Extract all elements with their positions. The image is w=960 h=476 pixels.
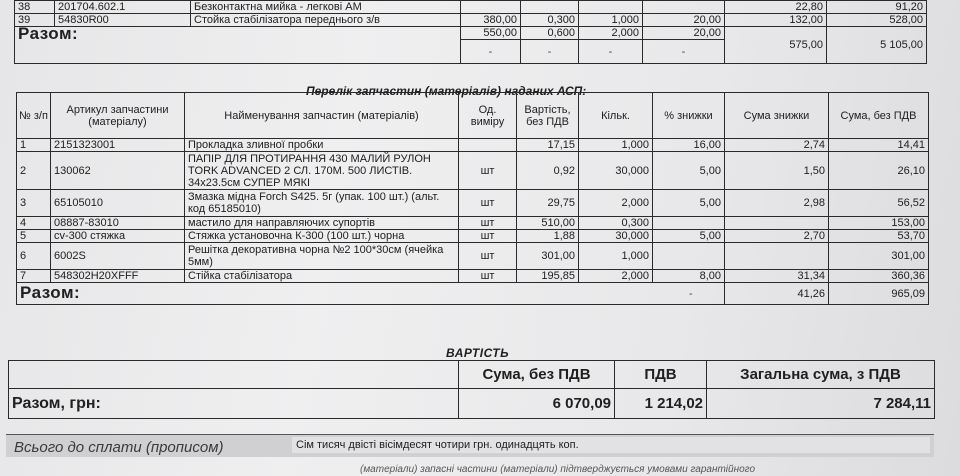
item-norm: 1,000	[579, 14, 643, 27]
item-name: Безконтактна мийка - легкові АМ	[191, 1, 461, 14]
part-name: Стяжка установочна К-300 (100 шт.) чорна	[185, 230, 459, 243]
part-pct: 5,00	[653, 190, 725, 217]
item-price: 380,00	[461, 14, 521, 27]
table-row	[15, 1, 927, 14]
table-row	[17, 217, 929, 230]
header-name: Найменування запчастин (матеріалів)	[185, 93, 459, 139]
part-unit: шт	[459, 152, 517, 190]
cost-header-vat: ПДВ	[615, 361, 707, 389]
part-sum: 301,00	[829, 243, 929, 270]
row-number: 1	[17, 139, 51, 152]
part-pct: 5,00	[653, 230, 725, 243]
part-sum: 14,41	[829, 139, 929, 152]
part-unit: шт	[459, 243, 517, 270]
part-unit: шт	[459, 190, 517, 217]
part-unit	[459, 139, 517, 152]
row-number: 2	[17, 152, 51, 190]
cost-total-value: 7 284,11	[707, 389, 935, 419]
amount-in-words-value: Сім тисяч двісті вісімдесят чотири грн. одинадцять коп.	[292, 437, 930, 453]
cost-header-row	[9, 361, 935, 389]
dash-mark: -	[689, 288, 693, 300]
cost-net-value: 6 070,09	[459, 389, 615, 419]
row-number: 5	[17, 230, 51, 243]
amount-in-words-label: Всього до сплати (прописом)	[14, 439, 224, 456]
cost-section-title: ВАРТІСТЬ	[446, 346, 510, 360]
item-qty: 0,300	[521, 14, 579, 27]
part-qty: 30,000	[579, 152, 653, 190]
part-sum: 56,52	[829, 190, 929, 217]
part-sum: 53,70	[829, 230, 929, 243]
part-price: 1,88	[517, 230, 579, 243]
header-qty: Кільк.	[579, 93, 653, 139]
part-sum: 26,10	[829, 152, 929, 190]
part-unit: шт	[459, 270, 517, 283]
row-number: 3	[17, 190, 51, 217]
cost-header-total: Загальна сума, з ПДВ	[707, 361, 935, 389]
parts-sum-discount: 41,26	[725, 283, 829, 305]
item-hour: 20,00	[643, 27, 725, 40]
part-code: 548302H20XFFF	[51, 270, 185, 283]
part-unit: шт	[459, 230, 517, 243]
parts-sum-row	[17, 283, 929, 305]
row-number: 38	[15, 1, 55, 14]
part-price: 0,92	[517, 152, 579, 190]
part-price: 29,75	[517, 190, 579, 217]
part-code: 08887-83010	[51, 217, 185, 230]
dash-mark: -	[521, 40, 579, 64]
parts-header-row	[17, 93, 929, 139]
item-name: Стойка стабілізатора переднього з/в	[191, 14, 461, 27]
part-pct: 5,00	[653, 152, 725, 190]
part-discount: 31,34	[725, 270, 829, 283]
part-discount	[725, 243, 829, 270]
parts-sum-label-cell	[17, 283, 725, 305]
part-name: Прокладка зливної пробки	[185, 139, 459, 152]
cost-value-row	[9, 389, 935, 419]
parts-sum-total: 965,09	[829, 283, 929, 305]
cost-row-label: Разом, грн:	[9, 389, 459, 419]
part-code: 65105010	[51, 190, 185, 217]
table-row	[17, 139, 929, 152]
part-code: 6002S	[51, 243, 185, 270]
header-code: Артикул запчастини (матеріалу)	[51, 93, 185, 139]
table-row	[17, 190, 929, 217]
part-name: Стійка стабілізатора	[185, 270, 459, 283]
item-price	[461, 1, 521, 14]
part-pct	[653, 243, 725, 270]
part-discount: 2,70	[725, 230, 829, 243]
header-pct: % знижки	[653, 93, 725, 139]
part-qty: 1,000	[579, 243, 653, 270]
part-qty: 0,300	[579, 217, 653, 230]
dash-mark: -	[461, 40, 521, 64]
cost-vat-value: 1 214,02	[615, 389, 707, 419]
part-qty: 30,000	[579, 230, 653, 243]
footer-text: (матеріали) запасні частини (матеріали) підтверджується умовами гарантійного	[360, 464, 756, 475]
table-row	[17, 243, 929, 270]
item-qty: 0,600	[521, 27, 579, 40]
cost-header-net: Сума, без ПДВ	[459, 361, 615, 389]
part-discount	[725, 217, 829, 230]
item-code: 201704.602.1	[55, 1, 191, 14]
header-discount: Сума знижки	[725, 93, 829, 139]
services-sum-total: 5 105,00	[827, 27, 927, 64]
part-pct: 16,00	[653, 139, 725, 152]
part-qty: 2,000	[579, 270, 653, 283]
part-qty: 2,000	[579, 190, 653, 217]
item-hour: 20,00	[643, 14, 725, 27]
part-discount: 1,50	[725, 152, 829, 190]
item-qty	[521, 1, 579, 14]
item-code: 54830R00	[55, 14, 191, 27]
part-price: 17,15	[517, 139, 579, 152]
amount-in-words-box	[6, 434, 934, 457]
table-row	[15, 27, 927, 40]
item-norm: 2,000	[579, 27, 643, 40]
part-code: 130062	[51, 152, 185, 190]
header-unit: Од. виміру	[459, 93, 517, 139]
item-discount: 132,00	[725, 14, 827, 27]
part-name: мастило для направляючих супортів	[185, 217, 459, 230]
item-hour	[643, 1, 725, 14]
table-row	[17, 230, 929, 243]
dash-mark: -	[643, 40, 725, 64]
part-name: Решітка декоративна чорна №2 100*30см (ячейка 5мм)	[185, 243, 459, 270]
row-number: 7	[17, 270, 51, 283]
services-table	[14, 0, 927, 64]
part-name: ПАПІР ДЛЯ ПРОТИРАННЯ 430 МАЛИЙ РУЛОН TORK ADVANCED 2 СЛ. 170М. 500 ЛИСТІВ. 34х23.5см СУПЕР МЯКІ	[185, 152, 459, 190]
parts-table	[16, 92, 929, 305]
dash-mark: -	[579, 40, 643, 64]
table-row	[17, 270, 929, 283]
row-number: 6	[17, 243, 51, 270]
header-sum: Сума, без ПДВ	[829, 93, 929, 139]
row-number: 39	[15, 14, 55, 27]
part-code: cv-300 стяжка	[51, 230, 185, 243]
item-price: 550,00	[461, 27, 521, 40]
part-discount: 2,98	[725, 190, 829, 217]
table-row	[15, 14, 927, 27]
part-discount: 2,74	[725, 139, 829, 152]
parts-section-title: Перелік запчастин (матеріалів) наданих АСП:	[306, 84, 587, 98]
part-code: 2151323001	[51, 139, 185, 152]
part-sum: 360,36	[829, 270, 929, 283]
item-norm	[579, 1, 643, 14]
header-price: Вартість, без ПДВ	[517, 93, 579, 139]
item-discount: 22,80	[725, 1, 827, 14]
parts-sum-label: Разом:	[20, 282, 81, 302]
part-pct	[653, 217, 725, 230]
part-price: 195,85	[517, 270, 579, 283]
part-sum: 153,00	[829, 217, 929, 230]
item-total: 91,20	[827, 1, 927, 14]
part-unit: шт	[459, 217, 517, 230]
services-sum-discount: 575,00	[725, 27, 827, 64]
part-pct: 8,00	[653, 270, 725, 283]
services-sum-label: Разом:	[15, 27, 461, 64]
row-number: 4	[17, 217, 51, 230]
part-price: 510,00	[517, 217, 579, 230]
part-qty: 1,000	[579, 139, 653, 152]
item-total: 528,00	[827, 14, 927, 27]
cost-header-blank	[9, 361, 459, 389]
header-num: № з/п	[17, 93, 51, 139]
part-price: 301,00	[517, 243, 579, 270]
table-row	[17, 152, 929, 190]
part-name: Змазка мідна Forch S425. 5г (упак. 100 шт.) (альт. код 65185010)	[185, 190, 459, 217]
cost-table	[8, 360, 935, 419]
